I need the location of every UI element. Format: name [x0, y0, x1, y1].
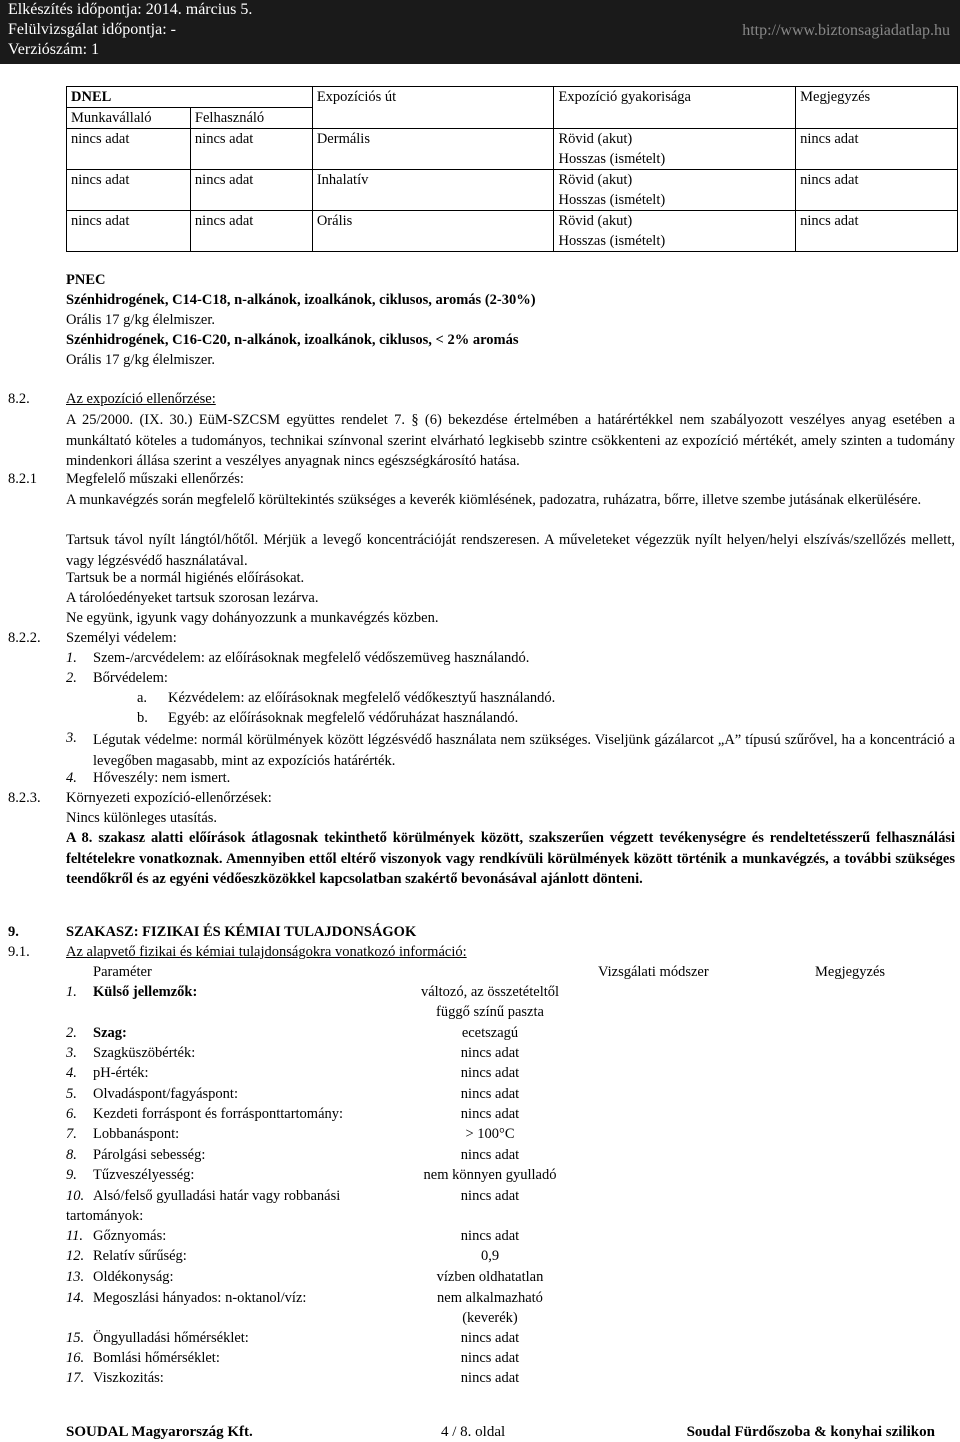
issue-date: Elkészítés időpontja: 2014. március 5. [8, 1, 253, 18]
route-cell: Orális [312, 211, 554, 252]
property-number: 3. [66, 1045, 77, 1061]
property-name: Gőznyomás: [93, 1228, 167, 1244]
worker-cell: nincs adat [67, 211, 191, 252]
list-number: a. [137, 690, 148, 706]
list-item: Légutak védelme: normál körülmények között légzésvédő használata nem szükséges. Viseljünk gázálarcot „A” típusú szűrővel, ha a koncentráció a levegőben magasabb, mint az expozíciós határérték. [93, 732, 955, 769]
section-title: Megfelelő műszaki ellenőrzés: [66, 471, 244, 487]
dnel-header-row [67, 87, 958, 108]
property-name: Megoszlási hányados: n-oktanol/víz: [93, 1290, 307, 1306]
property-number: 15. [66, 1330, 85, 1346]
version-number: Verziószám: 1 [8, 41, 100, 58]
section-number: 8.2. [8, 391, 30, 407]
table-row [67, 211, 958, 252]
frequency-long: Hosszas (ismételt) [558, 233, 666, 249]
property-number: 13. [66, 1269, 85, 1285]
route-cell: Inhalatív [312, 170, 554, 211]
property-value: nincs adat [460, 1147, 520, 1163]
user-cell: nincs adat [190, 211, 312, 252]
route-cell: Dermális [312, 129, 554, 170]
revision-date: Felülvizsgálat időpontja: - [8, 21, 176, 38]
list-item: Szem-/arcvédelem: az előírásoknak megfelelő védőszemüveg használandó. [93, 650, 530, 666]
pnec-value-2: Orális 17 g/kg élelmiszer. [66, 352, 215, 368]
property-value: nincs adat [460, 1330, 520, 1346]
property-value: nincs adat [460, 1228, 520, 1244]
property-name: Tűzveszélyesség: [93, 1167, 195, 1183]
website-link[interactable]: http://www.biztonsagiadatlap.hu [742, 22, 950, 39]
pnec-title: PNEC [66, 272, 106, 288]
section-number: 9.1. [8, 944, 30, 960]
property-name: Viszkozitás: [93, 1370, 164, 1386]
pnec-substance-1: Szénhidrogének, C14-C18, n-alkánok, izoalkánok, ciklusos, aromás (2-30%) [66, 292, 536, 308]
property-name: Oldékonyság: [93, 1269, 174, 1285]
property-number: 11. [66, 1228, 84, 1244]
property-number: 10. [66, 1188, 85, 1204]
paragraph: Tartsuk be a normál higiénés előírásokat. [66, 570, 305, 586]
property-name: Bomlási hőmérséklet: [93, 1350, 220, 1366]
property-number: 9. [66, 1167, 77, 1183]
property-value: > 100°C [465, 1126, 515, 1142]
user-cell: nincs adat [190, 170, 312, 211]
property-number: 1. [66, 984, 77, 1000]
frequency-cell [554, 170, 796, 211]
note-cell: nincs adat [796, 170, 958, 211]
property-number: 7. [66, 1126, 77, 1142]
property-number: 17. [66, 1370, 85, 1386]
section-title: SZAKASZ: FIZIKAI ÉS KÉMIAI TULAJDONSÁGOK [66, 924, 417, 940]
document-header [0, 0, 960, 64]
frequency-cell [554, 211, 796, 252]
property-name: Relatív sűrűség: [93, 1248, 187, 1264]
property-name: Szagküszöbérték: [93, 1045, 196, 1061]
property-name-continued: tartományok: [66, 1208, 144, 1224]
property-value: nincs adat [460, 1188, 520, 1204]
worker-cell: nincs adat [67, 170, 191, 211]
section-title: Személyi védelem: [66, 630, 177, 646]
property-value-continued: (keverék) [462, 1310, 518, 1326]
property-name: Öngyulladási hőmérséklet: [93, 1330, 249, 1346]
paragraph: A munkavégzés során megfelelő körültekintés szükséges a keverék kiömlésének, padozatra, ruházatra, bőrre, illetve szembe jutásának elkerülésére. [66, 492, 922, 508]
section-title: Az expozíció ellenőrzése: [66, 391, 216, 407]
frequency-long: Hosszas (ismételt) [558, 151, 666, 167]
property-value: nincs adat [460, 1086, 520, 1102]
footer-company: SOUDAL Magyarország Kft. [66, 1424, 253, 1440]
property-name: Alsó/felső gyulladási határ vagy robbanási [93, 1188, 341, 1204]
property-name: Kezdeti forráspont és forrásponttartomány: [93, 1106, 344, 1122]
paragraph: Ne együnk, igyunk vagy dohányozzunk a munkavégzés közben. [66, 610, 439, 626]
param-header: Paraméter [93, 964, 152, 980]
frequency-short: Rövid (akut) [558, 172, 633, 188]
paragraph: Tartsuk távol nyílt lángtól/hőtől. Mérjük a levegő koncentrációját rendszeresen. A műveleteket végezzük nyílt helyen/helyi elszívás/szellőzés mellett, vagy légzésvédő használatával. [66, 532, 955, 569]
property-name: Külső jellemzők: [93, 984, 198, 1000]
list-number: 3. [66, 730, 77, 746]
property-name: Szag: [93, 1025, 127, 1041]
list-number: 1. [66, 650, 77, 666]
user-header: Felhasználó [190, 108, 312, 129]
note-cell: nincs adat [796, 211, 958, 252]
property-value: vízben oldhatatlan [436, 1269, 544, 1285]
property-value-continued: függő színű paszta [436, 1004, 544, 1020]
frequency-short: Rövid (akut) [558, 213, 633, 229]
property-value: nincs adat [460, 1106, 520, 1122]
list-item: Hőveszély: nem ismert. [93, 770, 231, 786]
frequency-long: Hosszas (ismételt) [558, 192, 666, 208]
user-cell: nincs adat [190, 129, 312, 170]
property-number: 4. [66, 1065, 77, 1081]
property-number: 6. [66, 1106, 77, 1122]
table-row [67, 129, 958, 170]
section-text: A 25/2000. (IX. 30.) EüM-SZCSM együttes rendelet 7. § (6) bekezdése értelmében a határértékkel nem szabályozott veszélyes anyag esetében a munkáltató köteles a tudományos, technikai színvonal szerint elvárható legkisebb szintre csökkenteni az expozíció mértékét, amely szinten a tudomány mindenkori állása szerint a veszélyes anyagnak nincs egészségkárosító hatása. [66, 412, 955, 469]
list-item: Bőrvédelem: [93, 670, 168, 686]
list-number: 4. [66, 770, 77, 786]
section-title: Az alapvető fizikai és kémiai tulajdonságokra vonatkozó információ: [66, 944, 467, 960]
property-name: Olvadáspont/fagyáspont: [93, 1086, 238, 1102]
route-header: Expozíciós út [312, 87, 554, 129]
property-value: változó, az összetételtől [420, 984, 560, 1000]
note-header: Megjegyzés [796, 87, 958, 129]
footer-product: Soudal Fürdőszoba & konyhai szilikon [686, 1424, 935, 1440]
paragraph: A tárolóedényeket tartsuk szorosan lezárva. [66, 590, 319, 606]
property-number: 12. [66, 1248, 85, 1264]
worker-header: Munkavállaló [67, 108, 191, 129]
property-number: 5. [66, 1086, 77, 1102]
section-number: 8.2.3. [8, 790, 41, 806]
method-header: Vizsgálati módszer [598, 964, 709, 980]
list-item: Kézvédelem: az előírásoknak megfelelő védőkesztyű használandó. [168, 690, 556, 706]
disclaimer-paragraph: A 8. szakasz alatti előírások átlagosnak tekinthető körülmények között, szakszerűen végzett tevékenységre és rendeltetésszerű felhasználási feltételekre vonatkoznak. Amennyiben ettől eltérő viszonyok vagy rendkívüli körülmények között történik a munkavégzés, a további szükséges teendőkről és az egyéni védőeszközökkel kapcsolatban szakértő bevonásával ajánlott dönteni. [66, 830, 955, 887]
dnel-table [66, 86, 958, 252]
property-number: 14. [66, 1290, 85, 1306]
paragraph: Nincs különleges utasítás. [66, 810, 218, 826]
section-title: Környezeti expozíció-ellenőrzések: [66, 790, 272, 806]
list-number: b. [137, 710, 148, 726]
frequency-cell [554, 129, 796, 170]
property-value: nem alkalmazható [437, 1290, 543, 1306]
section-number: 8.2.1 [8, 471, 37, 487]
frequency-short: Rövid (akut) [558, 131, 633, 147]
property-number: 16. [66, 1350, 85, 1366]
note-cell: nincs adat [796, 129, 958, 170]
pnec-substance-2: Szénhidrogének, C16-C20, n-alkánok, izoalkánok, ciklusos, < 2% aromás [66, 332, 519, 348]
table-row [67, 170, 958, 211]
property-number: 8. [66, 1147, 77, 1163]
property-name: Lobbanáspont: [93, 1126, 180, 1142]
list-item: Egyéb: az előírásoknak megfelelő védőruházat használandó. [168, 710, 519, 726]
property-value: ecetszagú [461, 1025, 519, 1041]
property-name: Párolgási sebesség: [93, 1147, 206, 1163]
section-number: 9. [8, 924, 19, 940]
property-value: nincs adat [460, 1045, 520, 1061]
section-number: 8.2.2. [8, 630, 41, 646]
property-value: 0,9 [480, 1248, 500, 1264]
worker-cell: nincs adat [67, 129, 191, 170]
frequency-header: Expozíció gyakorisága [554, 87, 796, 129]
pnec-value-1: Orális 17 g/kg élelmiszer. [66, 312, 215, 328]
property-value: nincs adat [460, 1370, 520, 1386]
property-value: nincs adat [460, 1065, 520, 1081]
note-header: Megjegyzés [815, 964, 886, 980]
dnel-title: DNEL [71, 89, 112, 105]
property-value: nincs adat [460, 1350, 520, 1366]
property-number: 2. [66, 1025, 77, 1041]
property-value: nem könnyen gyulladó [423, 1167, 557, 1183]
property-name: pH-érték: [93, 1065, 149, 1081]
list-number: 2. [66, 670, 77, 686]
page-number: 4 / 8. oldal [441, 1424, 506, 1440]
